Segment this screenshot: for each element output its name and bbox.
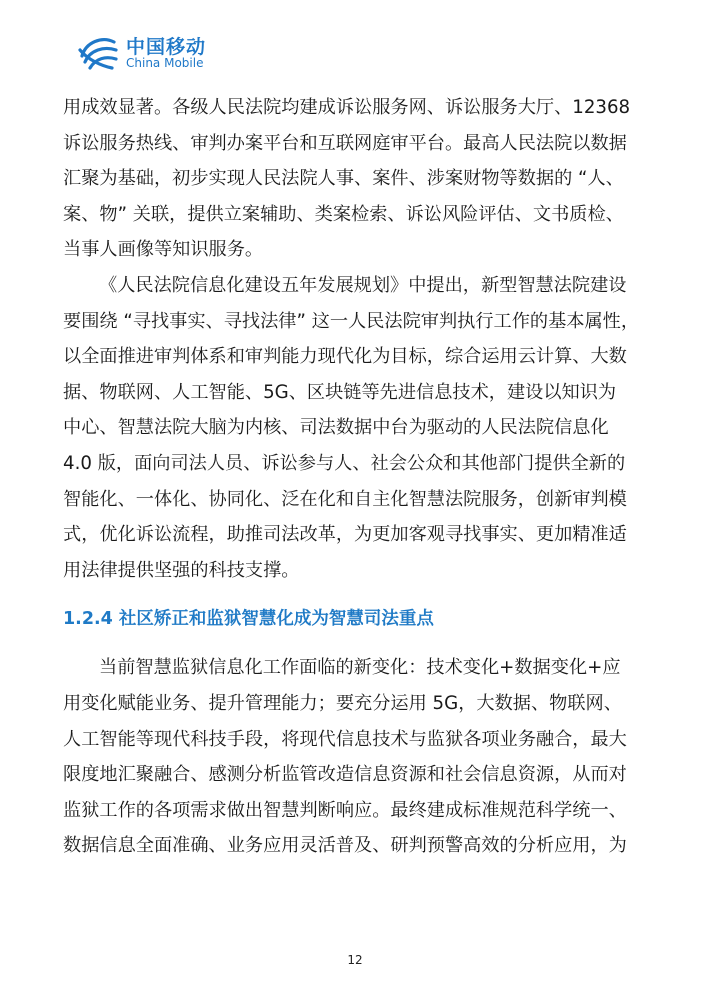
text-line: 式，优化诉讼流程，助推司法改革，为更加客观寻找事实、更加精准适 [63,524,627,546]
text-line: 用变化赋能业务、提升管理能力；要充分运用 5G，大数据、物联网、 [63,692,622,714]
text-line: 监狱工作的各项需求做出智慧判断响应。最终建成标准规范科学统一、 [63,799,627,821]
paragraph-five-year-plan [63,268,651,588]
paragraph-smart-prison [63,650,651,864]
text-line: 人工智能等现代科技手段，将现代信息技术与监狱各项业务融合，最大 [63,728,627,750]
logo-chinese-name: 中国移动 [126,36,207,58]
page-number: 12 [347,953,363,967]
text-line: 据、物联网、人工智能、5G、区块链等先进信息技术，建设以知识为 [63,381,617,403]
section-heading: 1.2.4 社区矫正和监狱智慧化成为智慧司法重点 [63,609,434,630]
text-line: 《人民法院信息化建设五年发展规划》中提出，新型智慧法院建设 [99,274,627,296]
text-line: 以全面推进审判体系和审判能力现代化为目标，综合运用云计算、大数 [63,346,627,368]
text-line: 汇聚为基础，初步实现人民法院人事、案件、涉案财物等数据的 “人、 [63,168,624,190]
text-line: 当事人画像等知识服务。 [63,239,264,261]
header-logo [76,30,256,76]
text-line: 用法律提供坚强的科技支撑。 [63,559,300,581]
text-line: 当前智慧监狱信息化工作面临的新变化：技术变化+数据变化+应 [99,657,621,679]
text-line: 限度地汇聚融合、感测分析监管改造信息资源和社会信息资源，从而对 [63,764,627,786]
text-line: 中心、智慧法院大脑为内核、司法数据中台为驱动的人民法院信息化 [63,417,609,439]
text-line: 4.0 版，面向司法人员、诉讼参与人、社会公众和其他部门提供全新的 [63,452,626,474]
text-line: 案、物” 关联，提供立案辅助、类案检索、诉讼风险评估、文书质检、 [63,203,624,225]
paragraph-court-services [63,90,651,268]
text-line: 用成效显著。各级人民法院均建成诉讼服务网、诉讼服务大厅、12368 [63,97,631,118]
logo-english-name: China Mobile [126,56,204,70]
document-body [63,90,651,864]
text-line: 诉讼服务热线、审判办案平台和互联网庭审平台。最高人民法院以数据 [63,132,627,154]
text-line: 数据信息全面准确、业务应用灵活普及、研判预警高效的分析应用，为 [63,835,627,857]
china-mobile-logo-icon [76,30,120,74]
text-line: 要围绕 “寻找事实、寻找法律” 这一人民法院审判执行工作的基本属性， [63,310,640,332]
text-line: 智能化、一体化、协同化、泛在化和自主化智慧法院服务，创新审判模 [63,488,627,510]
